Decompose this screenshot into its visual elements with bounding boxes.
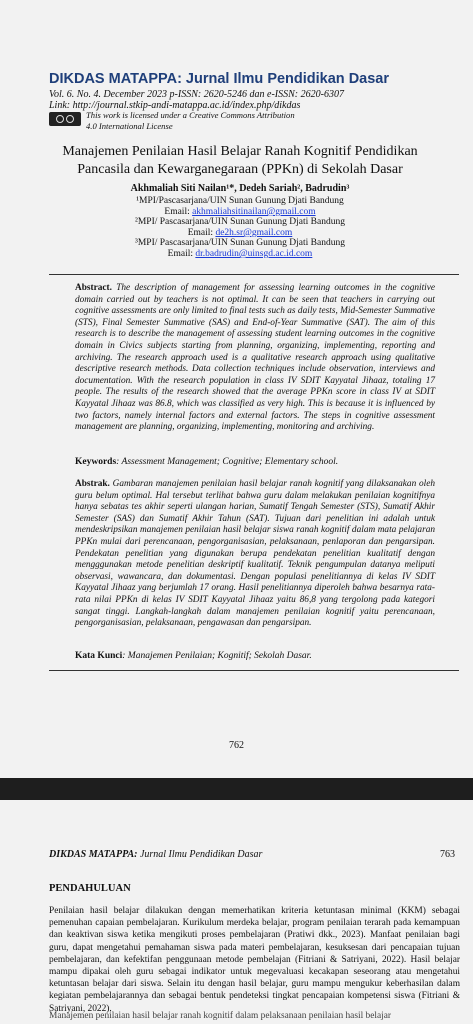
section-heading: PENDAHULUAN [49,883,131,894]
page-number: 762 [229,740,244,751]
license-text-1[interactable]: This work is licensed under a Creative Commons Attribution [86,110,295,120]
bottom-divider [49,670,459,671]
abstract-body: The description of management for assessing learning outcomes in the cognitive domain carried out by teachers is not optimal. It can be seen that teachers in carrying out cognitive assessments are only limited to final tests such as daily tests, Mid-Semester Summative (STS), Final Semester Summative (SAS) and End-of-Year Summative (SAT). The aim of this research is to describe the management of assessing student learning outcomes in the cognitive domain in Civics subjects starting from planning, organizing, implementing, reporting and archiving. The research approach used is a qualitative research approach using qualitative descriptive research methods. Data collection techniques include observation, interviews and documentation. With the research population in class IV SDIT Kayyatal Jihaaz, totaling 17 people. The results of the research showed that the average PPKn score in class IV at SDIT Kayyatal Jihaaz was 86.8, which was classified as very high. This is because it is influenced by two factors, namely internal factors and external factors. The steps in cognitive assessment management are planning, organizing, implementing, monitoring and archiving. [75,283,436,433]
kata-kunci-label: Kata Kunci [75,651,123,661]
email-label: Email: [164,207,193,217]
email-label: Email: [167,249,196,259]
affiliation-3: ³MPI/ Pascasarjana/UIN Sunan Gunung Djati Bandung [135,238,345,248]
running-head [49,849,262,860]
running-head-journal: DIKDAS MATAPPA: [49,849,138,860]
title-line-2: Pancasila dan Kewarganegaraan (PPKn) di Sekolah Dasar [77,162,403,177]
email-line-1 [40,207,440,217]
abstract-label: Abstract. [75,283,112,293]
abstract-english [75,283,435,434]
keywords-label: Keywords [75,457,117,467]
keywords-text: : Assessment Management; Cognitive; Elementary school. [116,457,339,467]
email-line-2 [40,228,440,238]
page-number-right: 763 [440,849,455,860]
article-title [40,143,440,179]
abstract-indonesian [75,479,435,630]
running-head-subtitle: Jurnal Ilmu Pendidikan Dasar [137,849,263,860]
title-line-1: Manajemen Penilaian Hasil Belajar Ranah Kognitif Pendidikan [62,144,418,159]
email-link-1[interactable]: akhmaliahsitinailan@gmail.com [192,207,316,217]
keywords-english [75,457,435,467]
journal-page-763 [0,800,473,1024]
volume-issn-line: Vol. 6. No. 4. December 2023 p-ISSN: 2620-5246 dan e-ISSN: 2620-6307 [49,89,344,100]
journal-name: DIKDAS MATAPPA: Jurnal Ilmu Pendidikan Dasar [49,71,389,87]
next-paragraph-fragment: Manajemen penilaian hasil belajar ranah kognitif dalam pelaksanaan penilaian hasil belajar [49,1011,392,1021]
affiliation-2: ²MPI/ Pascasarjana/UIN Sunan Gunung Djati Bandung [135,217,345,227]
email-label: Email: [187,228,216,238]
author-list: Akhmaliah Siti Nailan¹*, Dedeh Sariah², Badrudin³ [130,183,350,194]
journal-link[interactable]: Link: http://journal.stkip-andi-matappa.ac.id/index.php/dikdas [49,100,301,111]
creative-commons-icon[interactable] [49,112,81,126]
intro-paragraph: Penilaian hasil belajar dilakukan dengan memerhatikan kriteria ketuntasan minimal (KKM) sebagai pemenuhan capaian pembelajaran. Kurikulum merdeka belajar, program penilaian terarah pada kemampuan dan keaktivan siswa ketika mengikuti proses pembelajaran (Pratiwi dkk., 2023). Manfaat penilaian bagi guru, dapat mengetahui pemahaman siswa pada materi pembelajaran, kesuksesan dari pencapaian tujuan pembelajaran, dan kefektifan penggunaan metode pembelajan (Fitriani & Satriyani, 2022). Hasil belajar mampu dipakai oleh guru sebagai indikator untuk megevaluasi kecakapan seseorang atau mengetahui ketuntasan belajar dari siswa. Selain itu dengan hasil belajar, guru mampu mengukur keberhasilan dalam kegiatan pembelajarannya dan sebagai bentuk pendeteksi tingkat pencapaian kompetensi siswa (Fitriani & Satriyani, 2022). [49,906,460,1014]
license-text-2[interactable]: 4.0 International License [86,121,173,131]
email-link-3[interactable]: dr.badrudin@uinsgd.ac.id.com [195,249,313,259]
email-line-3 [40,249,440,259]
affiliation-1: ¹MPI/Pascasarjana/UIN Sunan Gunung Djati Bandung [136,196,344,206]
abstrak-label: Abstrak. [75,479,110,489]
top-divider [49,274,459,275]
abstrak-body: Gambaran manajemen penilaian hasil belajar ranah kognitif yang dilaksanakan oleh guru belum optimal. Hal tersebut terlihat bahwa guru dalam melakukan penilaian kognitifnya hanya sebatas tes akhir seperti ulangan harian, Sumatif Tengah Semester (STS), Sumatif Akhir Semester (SAS) dan Sumatif Akhir Tahun (SAT). Tujuan dari penelitian ini adalah untuk mendeskripsikan manajemen penilaian hasil belajar siswa ranah kognitif dalam mata pelajaran PPKn mulai dari perencanaan, pengorganisasian, pelaksanaan, penlaporan dan pengarsipan. Pendekatan penelitian yang digunakan berupa pendekatan penelitian kualitatif dengan mengggunakan metode penelitian deskriptif kualitatif. Teknik pengumpulan datanya meliputi observasi, wawancara, dan dokumentasi. Dengan populasi penelitiannya di kelas IV SDIT Kayyatal Jihaaz yang berjumlah 17 orang. Hasil penelitiannya diperoleh bahwa besarnya rata-rata nilai PPKn di kelas IV SDIT Kayyatal Jihaaz yaitu 86,8 yang tergolong pada kategori sangat tinggi. Langkah-langkah dalam manajemen penilaian kognitif yaitu perencanaan, pengorganisasian, pelaksanaan, pengawasan dan pengarsipan. [75,479,435,629]
keywords-indonesian [75,651,435,661]
email-link-2[interactable]: de2h.sr@gmail.com [215,228,293,238]
kata-kunci-text: : Manajemen Penilaian; Kognitif; Sekolah Dasar. [122,651,312,661]
